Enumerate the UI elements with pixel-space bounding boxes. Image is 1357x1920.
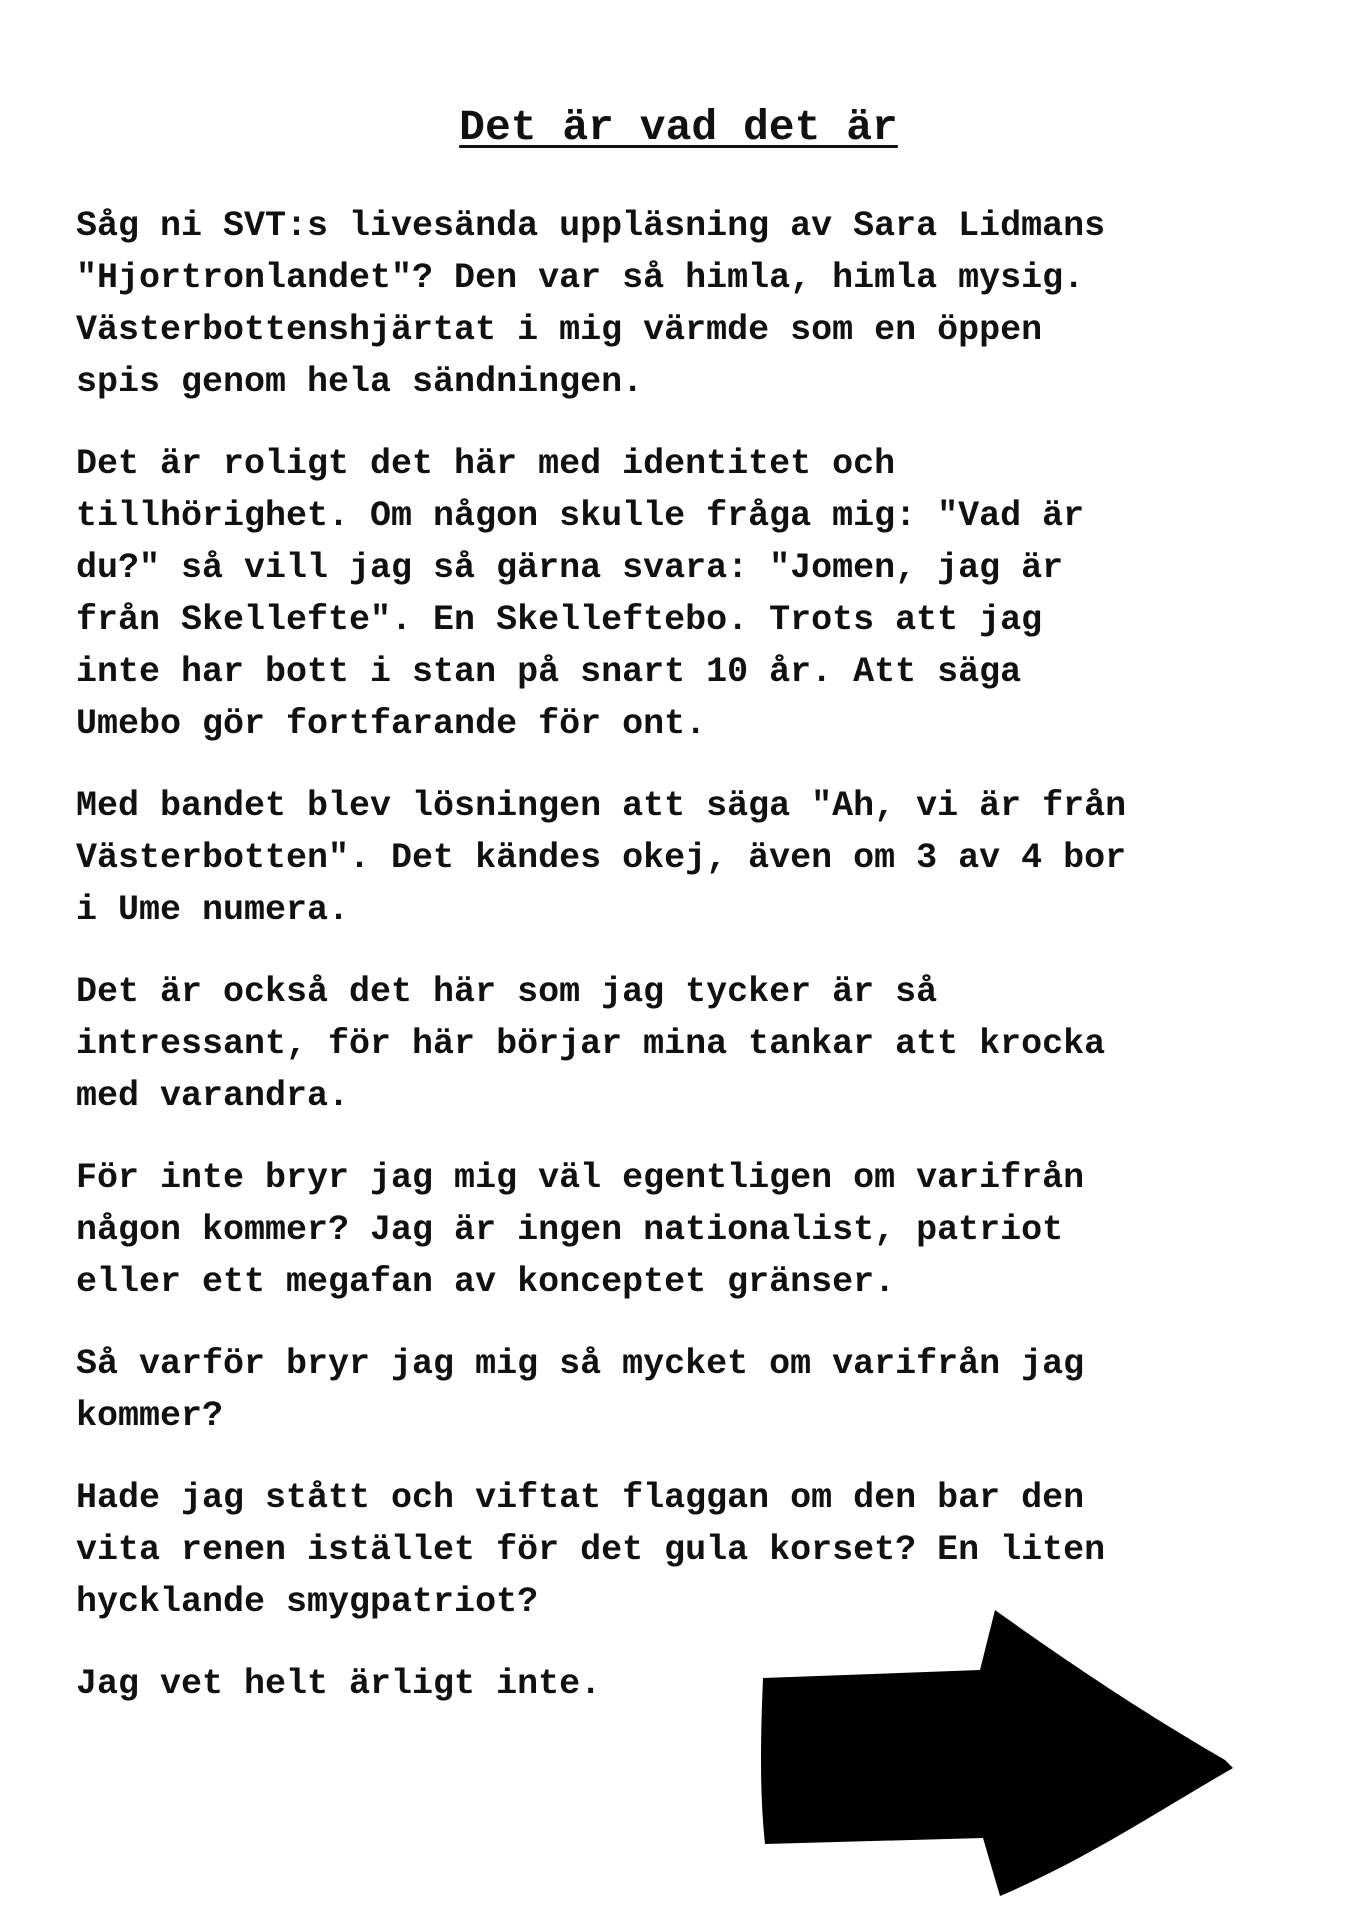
- text-line: vita renen istället för det gula korset? En liten: [76, 1530, 1106, 1570]
- text-line: Umebo gör fortfarande för ont.: [76, 704, 707, 744]
- text-line: du?" så vill jag så gärna svara: "Jomen, jag är: [76, 548, 1064, 588]
- text-line: med varandra.: [76, 1076, 350, 1116]
- text-line: Hade jag stått och viftat flaggan om den bar den: [76, 1478, 1085, 1518]
- text-line: i Ume numera.: [76, 890, 350, 930]
- paragraph: [76, 1338, 1306, 1442]
- text-line: Jag vet helt ärligt inte.: [76, 1664, 602, 1704]
- paragraph: [76, 200, 1306, 408]
- text-line: från Skellefte". En Skelleftebo. Trots att jag: [76, 600, 1043, 640]
- text-line: Såg ni SVT:s livesända uppläsning av Sara Lidmans: [76, 206, 1106, 246]
- paragraph: [76, 438, 1306, 750]
- text-line: hycklande smygpatriot?: [76, 1582, 539, 1622]
- text-line: inte har bott i stan på snart 10 år. Att säga: [76, 652, 1022, 692]
- text-line: Västerbottenshjärtat i mig värmde som en öppen: [76, 310, 1043, 350]
- paragraph: [76, 966, 1306, 1122]
- text-line: kommer?: [76, 1396, 224, 1436]
- text-line: intressant, för här börjar mina tankar att krocka: [76, 1024, 1106, 1064]
- text-line: Det är också det här som jag tycker är så: [76, 972, 938, 1012]
- text-line: Västerbotten". Det kändes okej, även om 3 av 4 bor: [76, 838, 1127, 878]
- page-title: Det är vad det är: [459, 103, 898, 152]
- text-line: tillhörighet. Om någon skulle fråga mig: "Vad är: [76, 496, 1085, 536]
- text-line: Det är roligt det här med identitet och: [76, 444, 896, 484]
- paragraph: [76, 1152, 1306, 1308]
- arrow-shape: [761, 1610, 1233, 1896]
- text-line: Så varför bryr jag mig så mycket om varifrån jag: [76, 1344, 1085, 1384]
- text-line: spis genom hela sändningen.: [76, 362, 644, 402]
- body-text: [76, 200, 1306, 1740]
- text-line: Med bandet blev lösningen att säga "Ah, vi är från: [76, 786, 1127, 826]
- right-arrow-icon: [755, 1598, 1235, 1898]
- text-line: någon kommer? Jag är ingen nationalist, patriot: [76, 1210, 1064, 1250]
- paragraph: [76, 780, 1306, 936]
- text-line: eller ett megafan av konceptet gränser.: [76, 1262, 896, 1302]
- text-line: "Hjortronlandet"? Den var så himla, himla mysig.: [76, 258, 1085, 298]
- text-line: För inte bryr jag mig väl egentligen om varifrån: [76, 1158, 1085, 1198]
